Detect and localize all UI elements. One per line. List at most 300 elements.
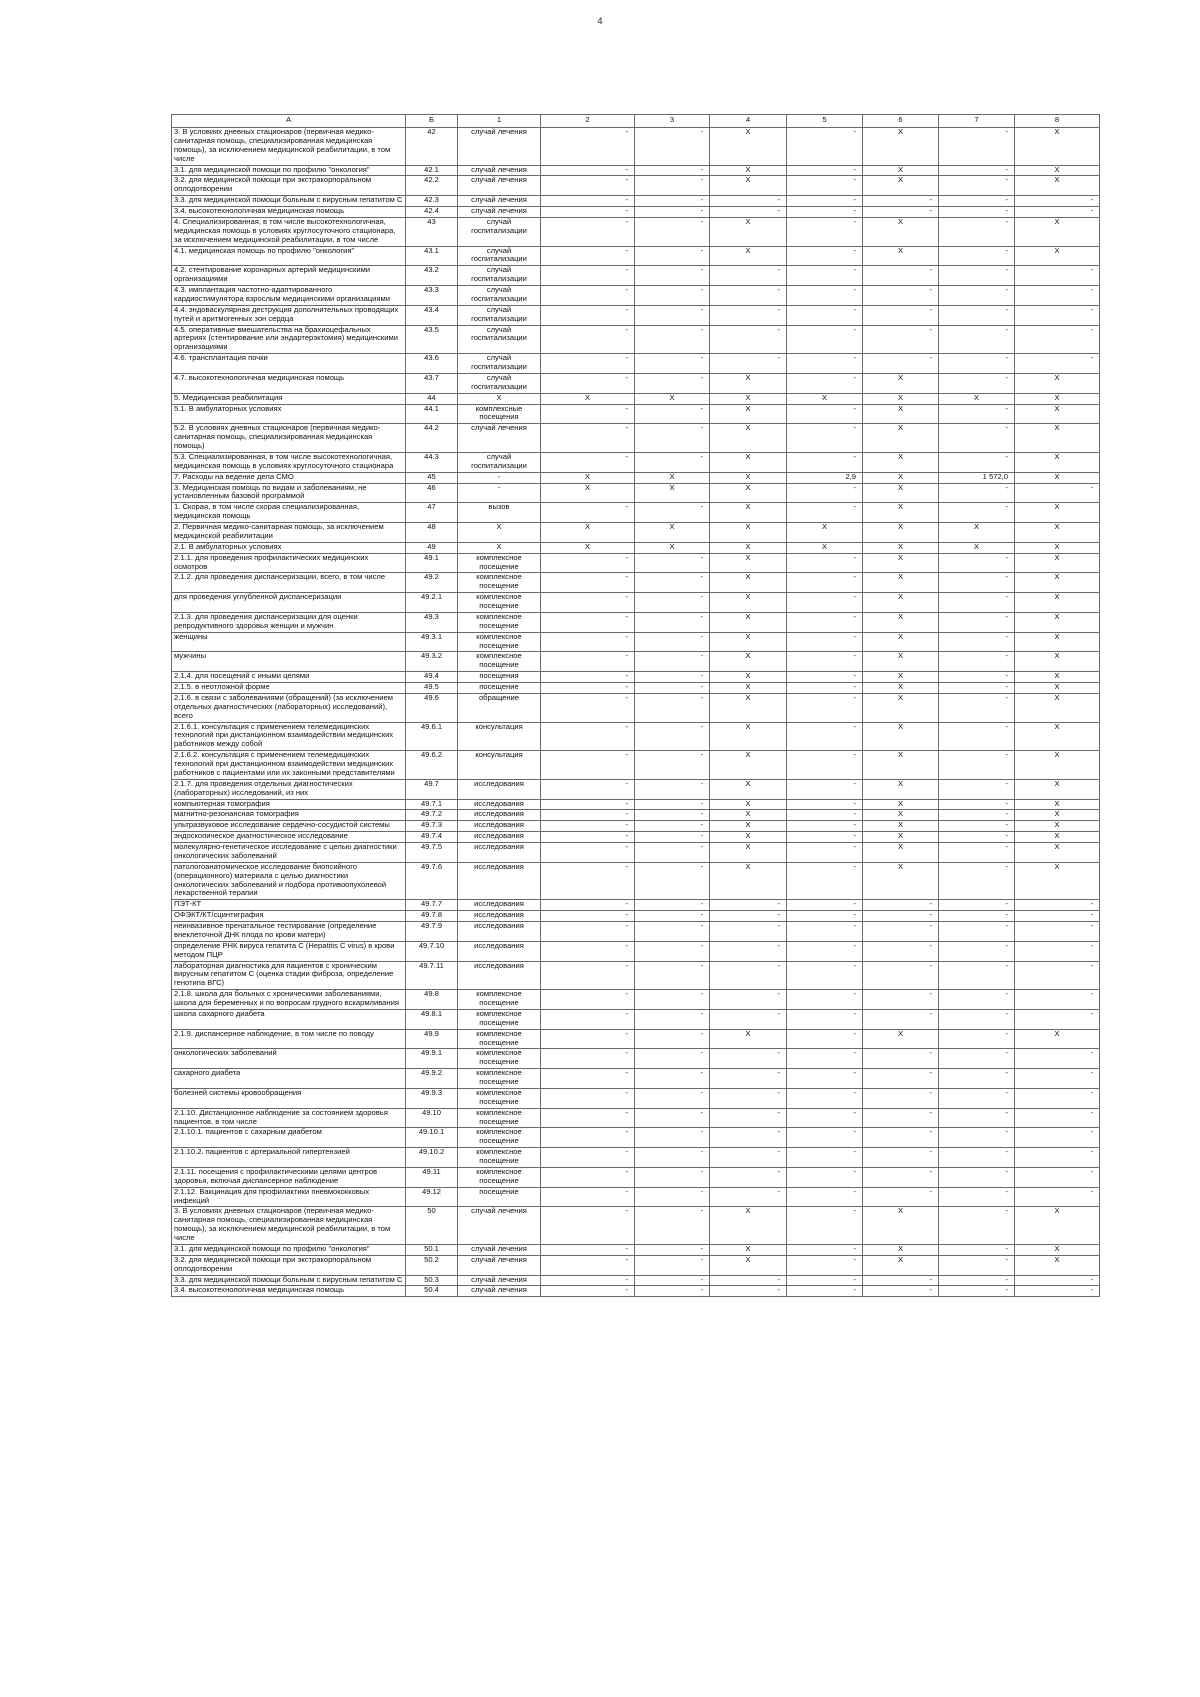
table-row bbox=[172, 922, 1100, 942]
value-cell: - bbox=[863, 325, 939, 354]
value-cell: X bbox=[1015, 862, 1100, 900]
unit-cell: комплексное посещение bbox=[458, 593, 541, 613]
value-cell: - bbox=[939, 246, 1015, 266]
value-cell: - bbox=[541, 207, 635, 218]
table-row bbox=[172, 722, 1100, 751]
table-row bbox=[172, 1029, 1100, 1049]
table-row bbox=[172, 862, 1100, 900]
column-header: 6 bbox=[863, 115, 939, 128]
value-cell: - bbox=[939, 1207, 1015, 1245]
value-cell: - bbox=[635, 1128, 710, 1148]
table-row bbox=[172, 553, 1100, 573]
value-cell: X bbox=[863, 165, 939, 176]
value-cell: - bbox=[710, 325, 787, 354]
row-code-cell: 43.6 bbox=[406, 354, 458, 374]
value-cell: - bbox=[939, 266, 1015, 286]
value-cell: - bbox=[787, 452, 863, 472]
page-number: 4 bbox=[597, 16, 603, 26]
row-code-cell: 49.2.1 bbox=[406, 593, 458, 613]
value-cell: X bbox=[863, 612, 939, 632]
value-cell: X bbox=[863, 542, 939, 553]
value-cell: - bbox=[635, 810, 710, 821]
value-cell: - bbox=[939, 165, 1015, 176]
value-cell: - bbox=[787, 683, 863, 694]
column-header: 7 bbox=[939, 115, 1015, 128]
value-cell: X bbox=[710, 424, 787, 453]
value-cell: - bbox=[541, 1255, 635, 1275]
value-cell: - bbox=[939, 1009, 1015, 1029]
value-cell: - bbox=[541, 325, 635, 354]
value-cell: X bbox=[1015, 393, 1100, 404]
row-code-cell: 49.6.2 bbox=[406, 751, 458, 780]
value-cell: - bbox=[863, 900, 939, 911]
value-cell: - bbox=[787, 176, 863, 196]
value-cell: - bbox=[787, 911, 863, 922]
row-code-cell: 46 bbox=[406, 483, 458, 503]
value-cell: X bbox=[1015, 404, 1100, 424]
unit-cell: обращение bbox=[458, 693, 541, 722]
value-cell: - bbox=[635, 165, 710, 176]
value-cell: X bbox=[710, 176, 787, 196]
value-cell: X bbox=[710, 652, 787, 672]
value-cell: - bbox=[635, 722, 710, 751]
value-cell: - bbox=[863, 286, 939, 306]
value-cell: X bbox=[863, 693, 939, 722]
table-row bbox=[172, 128, 1100, 166]
value-cell: - bbox=[635, 941, 710, 961]
value-cell: - bbox=[787, 693, 863, 722]
table-row bbox=[172, 1286, 1100, 1297]
value-cell: X bbox=[1015, 176, 1100, 196]
value-cell: - bbox=[635, 1286, 710, 1297]
value-cell: - bbox=[863, 1128, 939, 1148]
value-cell: X bbox=[541, 483, 635, 503]
row-label-cell: болезней системы кровообращения bbox=[172, 1088, 406, 1108]
value-cell: - bbox=[710, 900, 787, 911]
value-cell: - bbox=[635, 683, 710, 694]
row-label-cell: 3. Медицинская помощь по видам и заболеваниям, не установленным базовой программой bbox=[172, 483, 406, 503]
value-cell: - bbox=[541, 612, 635, 632]
unit-cell: исследования bbox=[458, 821, 541, 832]
row-code-cell: 49.9.1 bbox=[406, 1049, 458, 1069]
value-cell: X bbox=[863, 573, 939, 593]
value-cell: - bbox=[635, 779, 710, 799]
value-cell: - bbox=[939, 779, 1015, 799]
row-code-cell: 49.11 bbox=[406, 1167, 458, 1187]
row-code-cell: 49.10.2 bbox=[406, 1148, 458, 1168]
value-cell: X bbox=[1015, 612, 1100, 632]
unit-cell: случай лечения bbox=[458, 1275, 541, 1286]
value-cell: - bbox=[787, 305, 863, 325]
table-row bbox=[172, 472, 1100, 483]
value-cell: - bbox=[635, 503, 710, 523]
value-cell: X bbox=[1015, 472, 1100, 483]
value-cell: - bbox=[863, 1187, 939, 1207]
table-row bbox=[172, 1049, 1100, 1069]
value-cell: - bbox=[863, 922, 939, 942]
row-label-cell: 2.1.6. в связи с заболеваниями (обращений) (за исключением отдельных диагностических (лабораторных) исследований), всего bbox=[172, 693, 406, 722]
value-cell: - bbox=[787, 612, 863, 632]
row-code-cell: 49.8.1 bbox=[406, 1009, 458, 1029]
value-cell: - bbox=[787, 1128, 863, 1148]
value-cell: - bbox=[863, 1108, 939, 1128]
row-label-cell: молекулярно-генетическое исследование с целью диагностики онкологических заболеваний bbox=[172, 843, 406, 863]
value-cell: X bbox=[710, 751, 787, 780]
value-cell: - bbox=[541, 1009, 635, 1029]
value-cell: - bbox=[863, 1009, 939, 1029]
value-cell: - bbox=[541, 217, 635, 246]
row-label-cell: 3. В условиях дневных стационаров (первичная медико-санитарная помощь, специализированная медицинская помощь), за исключением медицинской реабилитации, в том числе bbox=[172, 128, 406, 166]
value-cell: - bbox=[787, 373, 863, 393]
row-label-cell: 2.1.11. посещения с профилактическими целями центров здоровья, включая диспансерное наблюдение bbox=[172, 1167, 406, 1187]
table-header-row bbox=[172, 115, 1100, 128]
value-cell: X bbox=[710, 593, 787, 613]
table-row bbox=[172, 503, 1100, 523]
row-code-cell: 43 bbox=[406, 217, 458, 246]
unit-cell: случай лечения bbox=[458, 207, 541, 218]
row-code-cell: 49.5 bbox=[406, 683, 458, 694]
value-cell: - bbox=[541, 941, 635, 961]
unit-cell: случай госпитализации bbox=[458, 354, 541, 374]
value-cell: - bbox=[863, 196, 939, 207]
value-cell: - bbox=[635, 553, 710, 573]
table-row bbox=[172, 779, 1100, 799]
value-cell: - bbox=[541, 922, 635, 942]
value-cell: - bbox=[541, 722, 635, 751]
value-cell: - bbox=[635, 373, 710, 393]
value-cell: - bbox=[787, 1187, 863, 1207]
value-cell: - bbox=[939, 354, 1015, 374]
table-row bbox=[172, 246, 1100, 266]
value-cell: X bbox=[710, 573, 787, 593]
value-cell: - bbox=[541, 832, 635, 843]
unit-cell: случай лечения bbox=[458, 196, 541, 207]
table-row bbox=[172, 483, 1100, 503]
value-cell: - bbox=[541, 1286, 635, 1297]
value-cell: - bbox=[710, 305, 787, 325]
value-cell: - bbox=[635, 354, 710, 374]
value-cell: - bbox=[541, 1187, 635, 1207]
table-row bbox=[172, 1069, 1100, 1089]
row-code-cell: 49.6 bbox=[406, 693, 458, 722]
value-cell: - bbox=[635, 1069, 710, 1089]
value-cell: - bbox=[939, 1275, 1015, 1286]
column-header: 8 bbox=[1015, 115, 1100, 128]
value-cell: - bbox=[939, 990, 1015, 1010]
row-code-cell: 49.7.3 bbox=[406, 821, 458, 832]
value-cell: - bbox=[939, 941, 1015, 961]
value-cell: - bbox=[787, 779, 863, 799]
unit-cell: исследования bbox=[458, 799, 541, 810]
row-label-cell: патологоанатомическое исследование биопсийного (операционного) материала с целью диагностики онкологических заболеваний и подбора противоопухолевой лекарственной терапии bbox=[172, 862, 406, 900]
value-cell: - bbox=[1015, 305, 1100, 325]
row-code-cell: 49 bbox=[406, 542, 458, 553]
row-label-cell: 3.2. для медицинской помощи при экстракорпоральном оплодотворении bbox=[172, 176, 406, 196]
value-cell: - bbox=[635, 573, 710, 593]
value-cell: - bbox=[939, 672, 1015, 683]
value-cell: - bbox=[787, 1207, 863, 1245]
value-cell: X bbox=[710, 503, 787, 523]
row-label-cell: 5.3. Специализированная, в том числе высокотехнологичная, медицинская помощь в условиях круглосуточного стационара bbox=[172, 452, 406, 472]
value-cell: - bbox=[787, 573, 863, 593]
value-cell: X bbox=[710, 1207, 787, 1245]
row-label-cell: 3.3. для медицинской помощи больным с вирусным гепатитом С bbox=[172, 1275, 406, 1286]
value-cell: - bbox=[939, 1187, 1015, 1207]
value-cell: - bbox=[939, 751, 1015, 780]
value-cell: X bbox=[541, 472, 635, 483]
value-cell: - bbox=[635, 1207, 710, 1245]
value-cell: - bbox=[939, 207, 1015, 218]
value-cell: - bbox=[541, 990, 635, 1010]
row-code-cell: 49.7.7 bbox=[406, 900, 458, 911]
value-cell: - bbox=[541, 128, 635, 166]
value-cell: - bbox=[635, 1088, 710, 1108]
value-cell: - bbox=[1015, 207, 1100, 218]
row-code-cell: 48 bbox=[406, 523, 458, 543]
unit-cell: исследования bbox=[458, 810, 541, 821]
value-cell: - bbox=[939, 503, 1015, 523]
row-label-cell: 2.1.3. для проведения диспансеризации для оценки репродуктивного здоровья женщин и мужчин bbox=[172, 612, 406, 632]
value-cell: - bbox=[1015, 1009, 1100, 1029]
column-header: 5 bbox=[787, 115, 863, 128]
row-label-cell: 2.1.5. в неотложной форме bbox=[172, 683, 406, 694]
value-cell: - bbox=[939, 821, 1015, 832]
value-cell: - bbox=[863, 1088, 939, 1108]
row-label-cell: ПЭТ-КТ bbox=[172, 900, 406, 911]
unit-cell: случай госпитализации bbox=[458, 305, 541, 325]
value-cell: X bbox=[863, 1029, 939, 1049]
value-cell: - bbox=[939, 1049, 1015, 1069]
unit-cell: консультация bbox=[458, 751, 541, 780]
value-cell: - bbox=[1015, 1167, 1100, 1187]
value-cell: - bbox=[787, 1069, 863, 1089]
value-cell: - bbox=[787, 128, 863, 166]
value-cell: - bbox=[787, 941, 863, 961]
value-cell: X bbox=[541, 523, 635, 543]
value-cell: X bbox=[787, 542, 863, 553]
value-cell: - bbox=[1015, 1148, 1100, 1168]
value-cell: - bbox=[635, 693, 710, 722]
value-cell: - bbox=[635, 990, 710, 1010]
value-cell: - bbox=[541, 354, 635, 374]
row-code-cell: 42.2 bbox=[406, 176, 458, 196]
value-cell: - bbox=[939, 325, 1015, 354]
table-row bbox=[172, 1275, 1100, 1286]
value-cell: X bbox=[1015, 779, 1100, 799]
value-cell: - bbox=[1015, 1275, 1100, 1286]
value-cell: X bbox=[863, 843, 939, 863]
value-cell: X bbox=[863, 176, 939, 196]
value-cell: - bbox=[939, 832, 1015, 843]
row-code-cell: 49.7.1 bbox=[406, 799, 458, 810]
unit-cell: комплексное посещение bbox=[458, 1128, 541, 1148]
value-cell: - bbox=[635, 217, 710, 246]
value-cell: - bbox=[939, 922, 1015, 942]
value-cell: - bbox=[939, 1255, 1015, 1275]
row-code-cell: 49.7.6 bbox=[406, 862, 458, 900]
unit-cell: исследования bbox=[458, 961, 541, 990]
row-label-cell: 2.1.12. Вакцинация для профилактики пневмококковых инфекций bbox=[172, 1187, 406, 1207]
value-cell: X bbox=[863, 722, 939, 751]
value-cell: - bbox=[635, 1187, 710, 1207]
value-cell: - bbox=[787, 961, 863, 990]
value-cell: X bbox=[863, 810, 939, 821]
table-row bbox=[172, 911, 1100, 922]
table-row bbox=[172, 941, 1100, 961]
value-cell: - bbox=[1015, 483, 1100, 503]
value-cell: - bbox=[635, 207, 710, 218]
value-cell: X bbox=[1015, 373, 1100, 393]
value-cell: - bbox=[787, 1029, 863, 1049]
value-cell: X bbox=[710, 542, 787, 553]
value-cell: X bbox=[710, 393, 787, 404]
value-cell: X bbox=[1015, 523, 1100, 543]
unit-cell: случай госпитализации bbox=[458, 266, 541, 286]
value-cell: X bbox=[1015, 503, 1100, 523]
value-cell: - bbox=[635, 196, 710, 207]
value-cell: - bbox=[787, 821, 863, 832]
value-cell: - bbox=[787, 503, 863, 523]
table-row bbox=[172, 1207, 1100, 1245]
value-cell: - bbox=[541, 424, 635, 453]
value-cell: - bbox=[635, 911, 710, 922]
value-cell: - bbox=[635, 862, 710, 900]
value-cell: X bbox=[1015, 693, 1100, 722]
value-cell: - bbox=[635, 1275, 710, 1286]
row-label-cell: 2. Первичная медико-санитарная помощь, за исключением медицинской реабилитации bbox=[172, 523, 406, 543]
value-cell: X bbox=[710, 832, 787, 843]
value-cell: - bbox=[787, 196, 863, 207]
value-cell: - bbox=[635, 672, 710, 683]
value-cell: - bbox=[787, 483, 863, 503]
unit-cell: комплексное посещение bbox=[458, 990, 541, 1010]
row-code-cell: 49.7.5 bbox=[406, 843, 458, 863]
unit-cell: случай лечения bbox=[458, 165, 541, 176]
value-cell: - bbox=[710, 286, 787, 306]
value-cell: X bbox=[541, 393, 635, 404]
value-cell: - bbox=[635, 922, 710, 942]
value-cell: X bbox=[863, 217, 939, 246]
unit-cell: комплексное посещение bbox=[458, 1029, 541, 1049]
value-cell: - bbox=[541, 683, 635, 694]
value-cell: X bbox=[863, 799, 939, 810]
row-code-cell: 42.3 bbox=[406, 196, 458, 207]
value-cell: - bbox=[863, 961, 939, 990]
table-row bbox=[172, 207, 1100, 218]
row-code-cell: 50.2 bbox=[406, 1255, 458, 1275]
row-label-cell: ОФЭКТ/КТ/сцинтиграфия bbox=[172, 911, 406, 922]
unit-cell: исследования bbox=[458, 922, 541, 942]
value-cell: - bbox=[863, 1167, 939, 1187]
value-cell: - bbox=[541, 553, 635, 573]
row-label-cell: 5.2. В условиях дневных стационаров (первичная медико-санитарная помощь, специализированная медицинская помощь) bbox=[172, 424, 406, 453]
table-row bbox=[172, 652, 1100, 672]
value-cell: - bbox=[939, 632, 1015, 652]
unit-cell: посещения bbox=[458, 672, 541, 683]
row-label-cell: 2.1.7. для проведения отдельных диагностических (лабораторных) исследований, из них bbox=[172, 779, 406, 799]
unit-cell: комплексное посещение bbox=[458, 1167, 541, 1187]
value-cell: - bbox=[541, 1275, 635, 1286]
value-cell: - bbox=[1015, 1069, 1100, 1089]
value-cell: - bbox=[635, 246, 710, 266]
row-code-cell: 44.1 bbox=[406, 404, 458, 424]
row-label-cell: 2.1.10.2. пациентов с артериальной гипертензией bbox=[172, 1148, 406, 1168]
table-row bbox=[172, 1009, 1100, 1029]
value-cell: X bbox=[710, 862, 787, 900]
value-cell: - bbox=[939, 1128, 1015, 1148]
row-label-cell: 7. Расходы на ведение дела СМО bbox=[172, 472, 406, 483]
row-label-cell: 4.5. оперативные вмешательства на брахиоцефальных артериях (стентирование или эндартерэктомия) медицинскими организациями bbox=[172, 325, 406, 354]
row-code-cell: 49.6.1 bbox=[406, 722, 458, 751]
value-cell: - bbox=[1015, 266, 1100, 286]
value-cell: - bbox=[635, 821, 710, 832]
value-cell: X bbox=[710, 779, 787, 799]
table-row bbox=[172, 990, 1100, 1010]
column-header: А bbox=[172, 115, 406, 128]
value-cell: - bbox=[541, 573, 635, 593]
value-cell: X bbox=[1015, 553, 1100, 573]
row-code-cell: 49.9 bbox=[406, 1029, 458, 1049]
row-code-cell: 49.8 bbox=[406, 990, 458, 1010]
table-row bbox=[172, 424, 1100, 453]
value-cell: - bbox=[787, 424, 863, 453]
table-row bbox=[172, 523, 1100, 543]
value-cell: - bbox=[939, 424, 1015, 453]
value-cell: - bbox=[1015, 900, 1100, 911]
value-cell: - bbox=[787, 862, 863, 900]
value-cell: - bbox=[710, 911, 787, 922]
unit-cell: исследования bbox=[458, 862, 541, 900]
value-cell: X bbox=[710, 799, 787, 810]
value-cell: - bbox=[787, 325, 863, 354]
value-cell: - bbox=[939, 900, 1015, 911]
unit-cell: комплексное посещение bbox=[458, 1088, 541, 1108]
value-cell: - bbox=[787, 1167, 863, 1187]
value-cell: - bbox=[1015, 922, 1100, 942]
value-cell: X bbox=[1015, 1255, 1100, 1275]
value-cell: X bbox=[1015, 1244, 1100, 1255]
unit-cell: посещение bbox=[458, 1187, 541, 1207]
value-cell: - bbox=[787, 1275, 863, 1286]
value-cell: - bbox=[787, 1049, 863, 1069]
row-code-cell: 44 bbox=[406, 393, 458, 404]
value-cell: X bbox=[1015, 128, 1100, 166]
table-row bbox=[172, 832, 1100, 843]
row-code-cell: 49.10 bbox=[406, 1108, 458, 1128]
value-cell: X bbox=[710, 693, 787, 722]
value-cell: - bbox=[635, 652, 710, 672]
value-cell: X bbox=[863, 1244, 939, 1255]
table-row bbox=[172, 1167, 1100, 1187]
row-label-cell: магнитно-резонансная томография bbox=[172, 810, 406, 821]
value-cell: X bbox=[1015, 452, 1100, 472]
table-row bbox=[172, 683, 1100, 694]
value-cell: - bbox=[541, 900, 635, 911]
row-code-cell: 49.2 bbox=[406, 573, 458, 593]
table-row bbox=[172, 305, 1100, 325]
row-code-cell: 49.10.1 bbox=[406, 1128, 458, 1148]
value-cell: - bbox=[863, 990, 939, 1010]
table-row bbox=[172, 354, 1100, 374]
row-label-cell: 4.7. высокотехнологичная медицинская помощь bbox=[172, 373, 406, 393]
value-cell: - bbox=[635, 452, 710, 472]
value-cell: - bbox=[635, 176, 710, 196]
column-header: 4 bbox=[710, 115, 787, 128]
value-cell: - bbox=[541, 1167, 635, 1187]
value-cell: - bbox=[635, 404, 710, 424]
table-row bbox=[172, 266, 1100, 286]
value-cell: - bbox=[1015, 990, 1100, 1010]
